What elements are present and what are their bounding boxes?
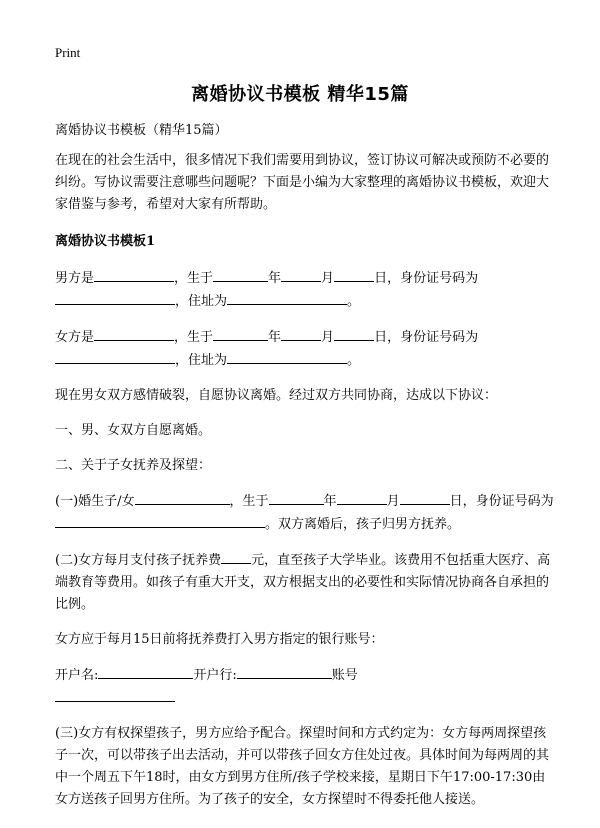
clause-1: 一、男、女双方自愿离婚。 bbox=[55, 423, 212, 438]
male-month-blank bbox=[281, 267, 321, 282]
child-born-label: ，生于 bbox=[229, 494, 269, 509]
female-born-label: ，生于 bbox=[174, 330, 214, 345]
bank-name-label: 开户行: bbox=[193, 668, 237, 683]
child-day-blank bbox=[400, 490, 450, 505]
male-day-blank bbox=[334, 267, 374, 282]
male-label: 男方是 bbox=[55, 271, 95, 286]
male-month-label: 月 bbox=[321, 271, 335, 286]
bank-name-blank bbox=[237, 664, 332, 679]
male-born-label: ，生于 bbox=[174, 271, 214, 286]
female-name-blank bbox=[94, 326, 174, 341]
intro-paragraph: 在现在的社会生活中，很多情况下我们需要用到协议，签订协议可解决或预防不必要的纠纷。写协议需要注意哪些问题呢？下面是小编为大家整理的离婚协议书模板，欢迎大家借鉴与参考，希望对大家有所帮助。 bbox=[55, 153, 550, 212]
female-address-blank bbox=[227, 349, 347, 364]
agreement-intro: 现在男女双方感情破裂，自愿协议离婚。经过双方共同协商，达成以下协议： bbox=[55, 388, 498, 403]
male-id-blank bbox=[55, 290, 175, 305]
account-number-label: 账号 bbox=[331, 668, 358, 683]
female-day-blank bbox=[334, 326, 374, 341]
male-party-line bbox=[55, 267, 555, 313]
child-prefix: (一)婚生子/女 bbox=[55, 494, 135, 509]
female-day-label: 日，身份证号码为 bbox=[374, 330, 479, 345]
account-holder-label: 开户名: bbox=[55, 668, 99, 683]
child-name-blank bbox=[135, 490, 230, 505]
male-year-label: 年 bbox=[268, 271, 282, 286]
child-month-blank bbox=[337, 490, 387, 505]
bank-account-line bbox=[55, 664, 555, 710]
account-number-blank bbox=[55, 687, 175, 702]
clause-2: 二、关于子女抚养及探望： bbox=[55, 458, 212, 473]
female-month-label: 月 bbox=[321, 330, 335, 345]
male-address-blank bbox=[227, 290, 347, 305]
female-end: 。 bbox=[347, 353, 361, 368]
male-name-blank bbox=[94, 267, 174, 282]
male-address-label: ，住址为 bbox=[175, 294, 228, 309]
child-line bbox=[55, 490, 555, 536]
section-heading: 离婚协议书模板1 bbox=[55, 234, 156, 249]
female-party-line bbox=[55, 326, 555, 372]
visitation-paragraph: (三)女方有权探望孩子，男方应给予配合。探望时间和方式约定为：女方每两周探望孩子一次，可以带孩子出去活动，并可以带孩子回女方住处过夜。具体时间为每两周的其中一个周五下午18时，由女方到男方住所/孩子学校来接，星期日下午17:00-17:30由女方送孩子回男方住所。为了孩子的安全，女方探望时不得委托他人接送。 bbox=[55, 726, 550, 807]
child-year-blank bbox=[269, 490, 324, 505]
support-amount-blank bbox=[221, 549, 251, 564]
page-title: 离婚协议书模板 精华15篇 bbox=[191, 84, 409, 105]
female-month-blank bbox=[281, 326, 321, 341]
female-year-blank bbox=[213, 326, 268, 341]
female-year-label: 年 bbox=[268, 330, 282, 345]
male-end: 。 bbox=[347, 294, 361, 309]
male-year-blank bbox=[213, 267, 268, 282]
child-year-label: 年 bbox=[323, 494, 337, 509]
account-intro: 女方应于每月15日前将抚养费打入男方指定的银行账号： bbox=[55, 632, 384, 647]
support-rest: 元，直至孩子大学毕业。该费用不包括重大医疗、高端教育等费用。如孩子有重大开支，双方根据支出的必要性和实际情况协商各自承担的比例。 bbox=[55, 553, 551, 612]
document-body bbox=[55, 120, 555, 824]
child-id-blank bbox=[55, 513, 265, 528]
support-paragraph bbox=[55, 549, 555, 616]
child-end: 。双方离婚后，孩子归男方抚养。 bbox=[265, 517, 461, 532]
account-holder-blank bbox=[98, 664, 193, 679]
child-day-label: 日，身份证号码为 bbox=[449, 494, 554, 509]
female-label: 女方是 bbox=[55, 330, 95, 345]
female-address-label: ，住址为 bbox=[175, 353, 228, 368]
male-day-label: 日，身份证号码为 bbox=[374, 271, 479, 286]
support-prefix: (二)女方每月支付孩子抚养费 bbox=[55, 553, 222, 568]
subtitle: 离婚协议书模板（精华15篇） bbox=[55, 123, 228, 138]
female-id-blank bbox=[55, 349, 175, 364]
print-link[interactable]: Print bbox=[55, 45, 81, 60]
child-month-label: 月 bbox=[386, 494, 400, 509]
